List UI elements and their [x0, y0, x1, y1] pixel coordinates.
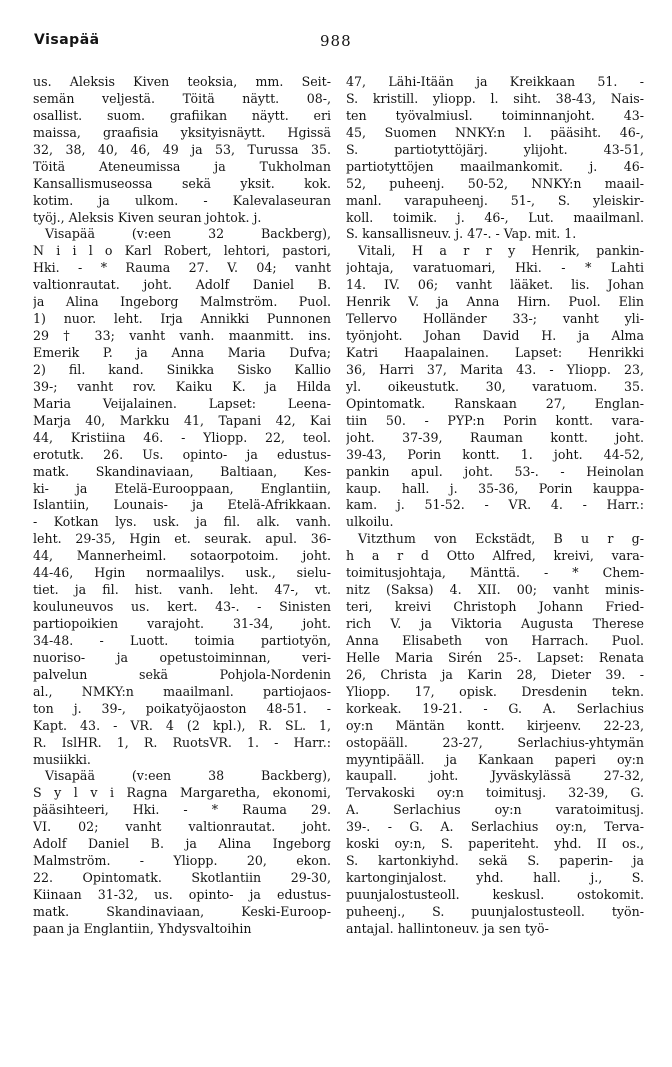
text-line: 1) nuor. leht. Irja Annikki Punnonen	[33, 311, 331, 327]
text-line: myyntipääll. ja Kankaan paperi oy:n	[346, 751, 644, 767]
text-line: paan ja Englantiin, Yhdysvaltoihin	[33, 920, 252, 936]
text-line: rich V. ja Viktoria Augusta Therese	[346, 616, 644, 631]
text-line: nuoriso- ja opetustoiminnan, veri-	[33, 649, 331, 665]
text-line: Islantiin, Lounais- ja Etelä-Afrikkaan.	[33, 497, 331, 513]
text-line: koski oy:n, S. paperiteht. yhd. II os.,	[346, 836, 644, 852]
text-line: 45, Suomen NNKY:n l. pääsiht. 46-,	[346, 124, 644, 140]
text-line: ja Alina Ingeborg Malmström. Puol.	[33, 294, 331, 310]
text-line: pääsihteeri, Hki. - * Rauma 29.	[33, 802, 331, 818]
text-line: nitz (Saksa) 4. XII. 00; vanht minis-	[346, 582, 644, 598]
text-line: musiikki.	[33, 751, 91, 767]
text-line: 52, puheenj. 50-52, NNKY:n maail-	[346, 175, 644, 191]
text-line: 47, Lähi-Itään ja Kreikkaan 51. -	[346, 74, 644, 89]
text-line: Opintomatk. Ranskaan 27, Englan-	[346, 395, 644, 411]
running-head: Visapää	[34, 32, 100, 48]
text-line: matk. Skandinaviaan, Baltiaan, Kes-	[33, 463, 331, 479]
text-line: Malmström. - Yliopp. 20, ekon.	[33, 853, 331, 869]
text-line: Tervakoski oy:n toimitusj. 32-39, G.	[346, 785, 644, 801]
text-line: teri, kreivi Christoph Johann Fried-	[346, 599, 644, 615]
text-line: 39-. - G. A. Serlachius oy:n, Terva-	[346, 819, 644, 835]
text-line: joht. 37-39, Rauman kontt. joht.	[346, 429, 644, 445]
page-number: 988	[320, 32, 352, 50]
text-line: tiet. ja fil. hist. vanh. leht. 47-, vt.	[33, 582, 331, 598]
text-line: A. Serlachius oy:n varatoimitusj.	[346, 802, 644, 818]
text-line: S. kartonkiyhd. sekä S. paperin- ja	[346, 853, 644, 869]
text-line: työnjoht. Johan David H. ja Alma	[346, 328, 644, 344]
text-line: yl. oikeustutk. 30, varatuom. 35.	[346, 378, 644, 394]
text-line: kam. j. 51-52. - VR. 4. - Harr.:	[346, 497, 644, 513]
text-line: semän veljestä. Töitä näytt. 08-,	[33, 90, 331, 106]
text-line: työj., Aleksis Kiven seuran johtok. j.	[33, 209, 262, 225]
text-line: 44, Kristiina 46. - Yliopp. 22, teol.	[33, 429, 331, 445]
text-line: koll. toimik. j. 46-, Lut. maailmanl.	[346, 209, 644, 225]
text-line: 14. IV. 06; vanht lääket. lis. Johan	[346, 277, 644, 293]
text-line: maissa, graafisia yksityisnäytt. Hgissä	[33, 124, 331, 140]
text-line: puunjalostusteoll. keskusl. ostokomit.	[346, 887, 644, 902]
text-line: Visapää (v:een 32 Backberg),	[45, 226, 331, 242]
left-column	[33, 74, 331, 938]
text-line: Helle Maria Sirén 25-. Lapset: Renata	[346, 649, 644, 665]
text-line: VI. 02; vanht valtionrautat. joht.	[33, 819, 331, 835]
text-line: 32, 38, 40, 46, 49 ja 53, Turussa 35.	[33, 141, 331, 157]
text-line: leht. 29-35, Hgin et. seurak. apul. 36-	[33, 531, 331, 547]
text-line: osallist. suom. grafiikan näytt. eri	[33, 107, 331, 123]
text-line: ki- ja Etelä-Eurooppaan, Englantiin,	[33, 480, 331, 496]
text-line: matk. Skandinaviaan, Keski-Euroop-	[33, 903, 331, 919]
text-line: Marja 40, Markku 41, Tapani 42, Kai	[33, 412, 331, 428]
text-line: tiin 50. - PYP:n Porin kontt. vara-	[346, 412, 644, 428]
text-line: Kapt. 43. - VR. 4 (2 kpl.), R. SL. 1,	[33, 717, 331, 733]
text-line: kotim. ja ulkom. - Kalevalaseuran	[33, 192, 331, 208]
text-line: kaupall. joht. Jyväskylässä 27-32,	[346, 768, 644, 784]
text-line: palvelun sekä Pohjola-Nordenin	[33, 666, 331, 682]
text-line: ulkoilu.	[346, 514, 394, 530]
text-line: N i i l o Karl Robert, lehtori, pastori,	[33, 243, 331, 259]
text-line: toimitusjohtaja, Mänttä. - * Chem-	[346, 565, 644, 581]
text-line: al., NMKY:n maailmanl. partiojaos-	[33, 683, 331, 699]
text-line: Visapää (v:een 38 Backberg),	[45, 768, 331, 784]
text-line: 29 † 33; vanht vanh. maanmitt. ins.	[33, 328, 331, 344]
text-line: johtaja, varatuomari, Hki. - * Lahti	[346, 260, 644, 276]
text-line: S y l v i Ragna Margaretha, ekonomi,	[33, 785, 331, 801]
text-line: Vitali, H a r r y Henrik, pankin-	[358, 243, 644, 259]
text-line: Tellervo Holländer 33-; vanht yli-	[346, 311, 644, 327]
text-line: valtionrautat. joht. Adolf Daniel B.	[33, 277, 331, 293]
text-line: Maria Veijalainen. Lapset: Leena-	[33, 395, 331, 411]
text-line: ton j. 39-, poikatyöjaoston 48-51. -	[33, 700, 331, 716]
text-line: us. Aleksis Kiven teoksia, mm. Seit-	[33, 74, 331, 89]
text-line: puheenj., S. puunjalostusteoll. työn-	[346, 903, 644, 919]
text-line: Töitä Ateneumissa ja Tukholman	[33, 158, 331, 174]
text-line: Henrik V. ja Anna Hirn. Puol. Elin	[346, 294, 644, 310]
text-line: R. IslHR. 1, R. RuotsVR. 1. - Harr.:	[33, 734, 331, 750]
text-line: pankin apul. joht. 53-. - Heinolan	[346, 463, 644, 479]
text-line: S. kristill. yliopp. l. siht. 38-43, Nais-	[346, 90, 644, 106]
text-line: 39-; vanht rov. Kaiku K. ja Hilda	[33, 378, 331, 394]
text-line: h a r d Otto Alfred, kreivi, vara-	[346, 548, 644, 564]
text-line: ten työvalmiusl. toiminnanjoht. 43-	[346, 107, 644, 123]
text-line: kartonginjalost. yhd. hall. j., S.	[346, 870, 644, 886]
text-line: Anna Elisabeth von Harrach. Puol.	[346, 632, 644, 648]
text-line: kouluneuvos us. kert. 43-. - Sinisten	[33, 599, 331, 615]
text-line: Kiinaan 31-32, us. opinto- ja edustus-	[33, 887, 331, 902]
text-line: ostopääll. 23-27, Serlachius-yhtymän	[346, 734, 644, 750]
text-line: Emerik P. ja Anna Maria Dufva;	[33, 345, 331, 360]
text-line: korkeak. 19-21. - G. A. Serlachius	[346, 700, 644, 716]
text-line: 26, Christa ja Karin 28, Dieter 39. -	[346, 666, 644, 682]
text-line: Yliopp. 17, opisk. Dresdenin tekn.	[346, 683, 644, 699]
right-column	[346, 74, 644, 938]
text-line: 2) fil. kand. Sinikka Sisko Kallio	[33, 361, 331, 377]
text-line: oy:n Mäntän kontt. kirjeenv. 22-23,	[346, 717, 644, 733]
text-line: Adolf Daniel B. ja Alina Ingeborg	[33, 836, 331, 852]
text-line: 39-43, Porin kontt. 1. joht. 44-52,	[346, 446, 644, 462]
text-line: 34-48. - Luott. toimia partiotyön,	[33, 632, 331, 648]
text-line: 22. Opintomatk. Skotlantiin 29-30,	[33, 870, 331, 886]
text-line: Hki. - * Rauma 27. V. 04; vanht	[33, 260, 331, 276]
text-line: S. kansallisneuv. j. 47-. - Vap. mit. 1.	[346, 226, 577, 242]
text-line: 44, Mannerheiml. sotaorpotoim. joht.	[33, 548, 331, 564]
text-line: kaup. hall. j. 35-36, Porin kauppa-	[346, 480, 644, 496]
text-line: 36, Harri 37, Marita 43. - Yliopp. 23,	[346, 361, 644, 377]
text-line: erotutk. 26. Us. opinto- ja edustus-	[33, 446, 331, 462]
text-line: Katri Haapalainen. Lapset: Henrikki	[346, 345, 644, 360]
text-line: - Kotkan lys. usk. ja fil. alk. vanh.	[33, 514, 331, 530]
text-line: Vitzthum von Eckstädt, B u r g-	[358, 531, 644, 547]
text-line: antajal. hallintoneuv. ja sen työ-	[346, 920, 549, 936]
text-line: partiotyttöjen maailmankomit. j. 46-	[346, 158, 644, 174]
text-line: Kansallismuseossa sekä yksit. kok.	[33, 175, 331, 191]
text-line: S. partiotyttöjärj. ylijoht. 43-51,	[346, 141, 644, 157]
text-line: manl. varapuheenj. 51-, S. yleiskir-	[346, 192, 644, 208]
text-line: partiopoikien varajoht. 31-34, joht.	[33, 616, 331, 631]
text-line: 44-46, Hgin normaalilys. usk., sielu-	[33, 565, 331, 581]
